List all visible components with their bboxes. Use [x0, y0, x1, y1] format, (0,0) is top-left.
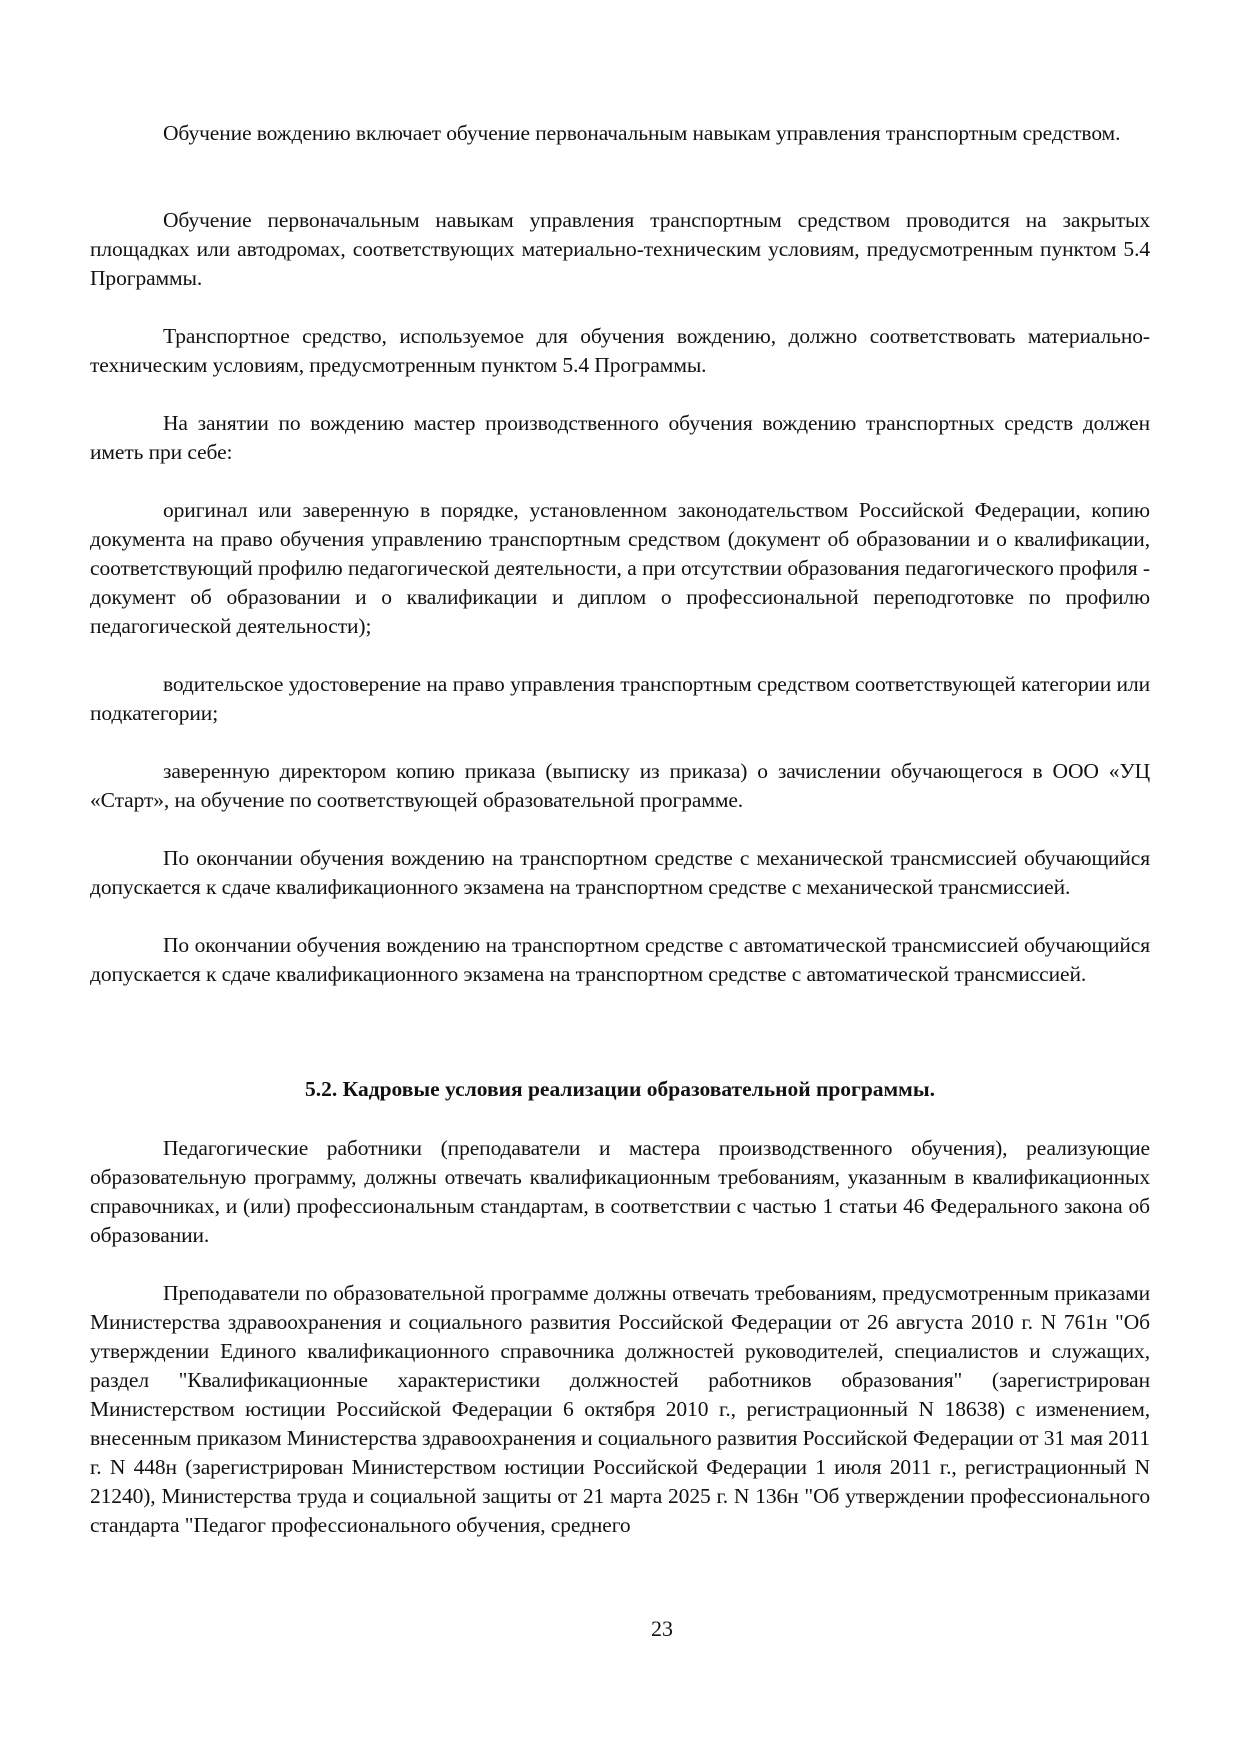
paragraph-manual-transmission: По окончании обучения вождению на транспортном средстве с механической трансмиссией обучающийся допускается к сдаче квалификационного экзамена на транспортном средстве с механической трансмиссией. — [90, 846, 1150, 899]
paragraph-vehicle-requirements: Транспортное средство, используемое для обучения вождению, должно соответствовать материально-техническим условиям, предусмотренным пунктом 5.4 Программы. — [90, 324, 1150, 377]
paragraph-teacher-requirements: Преподаватели по образовательной программе должны отвечать требованиям, предусмотренным приказами Министерства здравоохранения и социального развития Российской Федерации от 26 августа 2010 г. N 761н "Об утверждении Единого квалификационного справочника должностей руководителей, специалистов и служащих, раздел "Квалификационные характеристики должностей работников образования" (зарегистрирован Министерством юстиции Российской Федерации 6 октября 2010 г., регистрационный N 18638) с изменением, внесенным приказом Министерства здравоохранения и социального развития Российской Федерации от 31 мая 2011 г. N 448н (зарегистрирован Министерством юстиции Российской Федерации 1 июля 2011 г., регистрационный N 21240), Министерства труда и социальной защиты от 21 марта 2025 г. N 136н "Об утверждении профессионального стандарта "Педагог профессионального обучения, среднего — [90, 1281, 1150, 1537]
paragraph-automatic-transmission: По окончании обучения вождению на транспортном средстве с автоматической трансмиссией обучающийся допускается к сдаче квалификационного экзамена на транспортном средстве с автоматической трансмиссией. — [90, 933, 1150, 986]
list-item-original-document: оригинал или заверенную в порядке, установленном законодательством Российской Федерации, копию документа на право обучения управлению транспортным средством (документ об образовании и о квалификации, соответствующий профилю педагогической деятельности, а при отсутствии образования педагогического профиля - документ об образовании и о квалификации и диплом о профессиональной переподготовке по профилю педагогической деятельности); — [90, 498, 1150, 638]
list-item-drivers-license: водительское удостоверение на право управления транспортным средством соответствующей категории или подкатегории; — [90, 672, 1150, 725]
paragraph-instructor-documents: На занятии по вождению мастер производственного обучения вождению транспортных средств должен иметь при себе: — [90, 411, 1150, 464]
paragraph-pedagogical-staff: Педагогические работники (преподаватели и мастера производственного обучения), реализующие образовательную программу, должны отвечать квалификационным требованиям, указанным в квалификационных справочниках, и (или) профессиональным стандартам, в соответствии с частью 1 статьи 46 Федерального закона об образовании. — [90, 1136, 1150, 1247]
section-heading: 5.2. Кадровые условия реализации образовательной программы. — [305, 1077, 935, 1101]
list-item-enrollment-order: заверенную директором копию приказа (выписку из приказа) о зачислении обучающегося в ООО «УЦ «Старт», на обучение по соответствующей образовательной программе. — [90, 759, 1150, 812]
paragraph-initial-skills: Обучение первоначальным навыкам управления транспортным средством проводится на закрытых площадках или автодромах, соответствующих материально-техническим условиям, предусмотренным пунктом 5.4 Программы. — [90, 208, 1150, 290]
page-number: 23 — [651, 1616, 673, 1641]
paragraph-driving-training: Обучение вождению включает обучение первоначальным навыкам управления транспортным средством. — [163, 121, 1121, 145]
